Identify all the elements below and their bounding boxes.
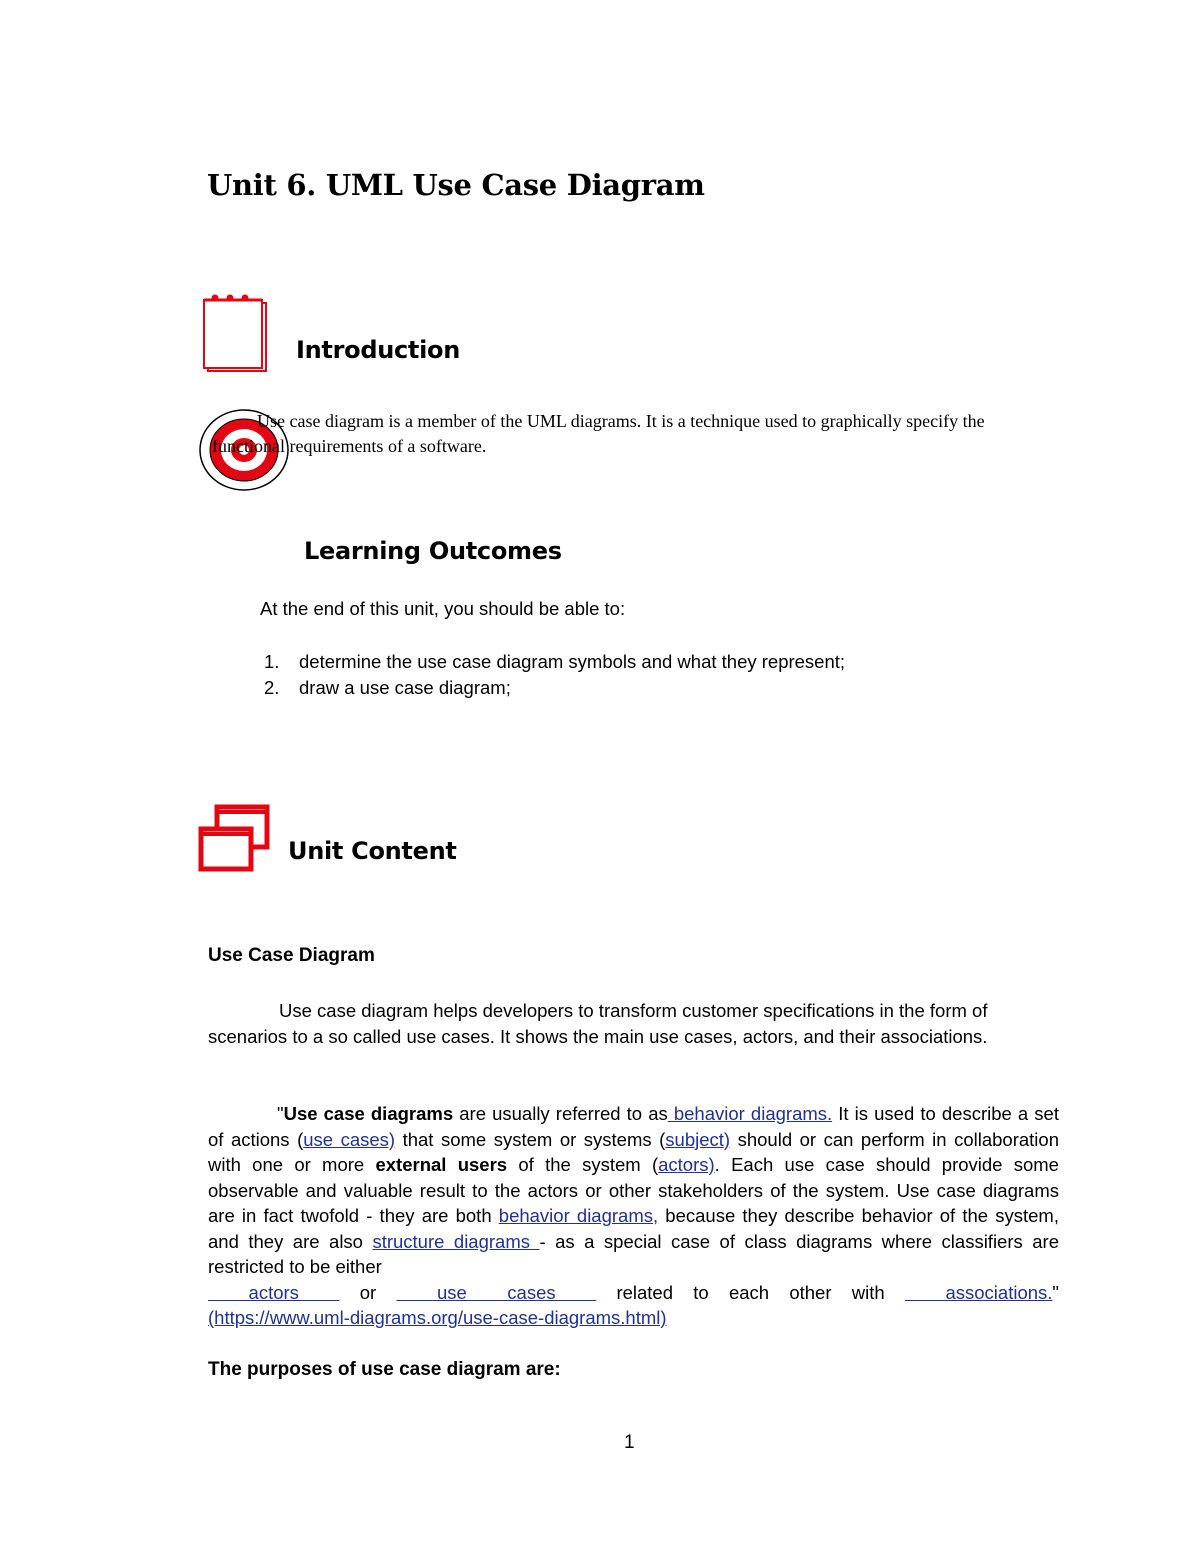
introduction-heading: Introduction — [296, 336, 460, 364]
outcomes-list — [260, 649, 1060, 700]
quote-last-line: actors or use cases related to each other with associations." — [208, 1281, 1059, 1303]
learning-outcomes-heading: Learning Outcomes — [304, 537, 562, 565]
page-title: Unit 6. UML Use Case Diagram — [207, 168, 705, 202]
list-item: 2. draw a use case diagram; — [264, 676, 511, 698]
page-number: 1 — [624, 1432, 635, 1453]
outcomes-lead: At the end of this unit, you should be able to: — [260, 598, 626, 619]
source-link[interactable]: (https://www.uml-diagrams.org/use-case-diagrams.html) — [208, 1307, 667, 1328]
subject-link[interactable]: subject) — [665, 1128, 731, 1150]
structure-diagrams-link[interactable]: structure diagrams — [372, 1230, 540, 1252]
behavior-diagrams-link[interactable]: behavior diagrams. — [667, 1103, 833, 1124]
purposes-heading: The purposes of use case diagram are: — [208, 1359, 561, 1380]
quote-paragraph: "Use case diagrams are usually referred to as behavior diagrams. It is used to describe a set of actions (use cases) that some system or systems (subject) should or can perform in collaboration with one or more external users of the system (actors). Each use case should provide some observable and valuable result to the actors or other stakeholders of the system. Use case diagrams are in fact twofold - they are both behavior diagrams, because they describe behavior of the system, and they are also structure diagrams - as a special case of class diagrams where classifiers are restricted to be either actors or use cases related to each other with associations." (https://www.uml-diagrams.org/use-case-diagrams.html) — [208, 1103, 1059, 1328]
intro-paragraph: Use case diagram helps developers to transform customer specifications in the form of scenarios to a so called use cases. It shows the main use cases, actors, and their associations. — [208, 1000, 988, 1047]
behavior-diagrams-link-2[interactable]: behavior diagrams, — [498, 1205, 659, 1226]
list-item: 1. determine the use case diagram symbols and what they represent; — [264, 651, 846, 672]
section-subheading: Use Case Diagram — [208, 945, 375, 966]
use-cases-link[interactable]: use cases) — [303, 1128, 396, 1150]
unit-content-heading: Unit Content — [288, 837, 457, 865]
associations-link[interactable]: associations. — [904, 1281, 1053, 1303]
actors-link[interactable]: actors) — [658, 1154, 715, 1175]
windows-icon — [197, 803, 275, 875]
introduction-text: Use case diagram is a member of the UML diagrams. It is a technique used to graphically specify the functional requirements of a software. — [212, 411, 985, 456]
actors-link-2[interactable]: actors — [208, 1281, 340, 1303]
notepad-icon — [198, 290, 272, 376]
use-cases-link-2[interactable]: use cases — [396, 1281, 597, 1303]
